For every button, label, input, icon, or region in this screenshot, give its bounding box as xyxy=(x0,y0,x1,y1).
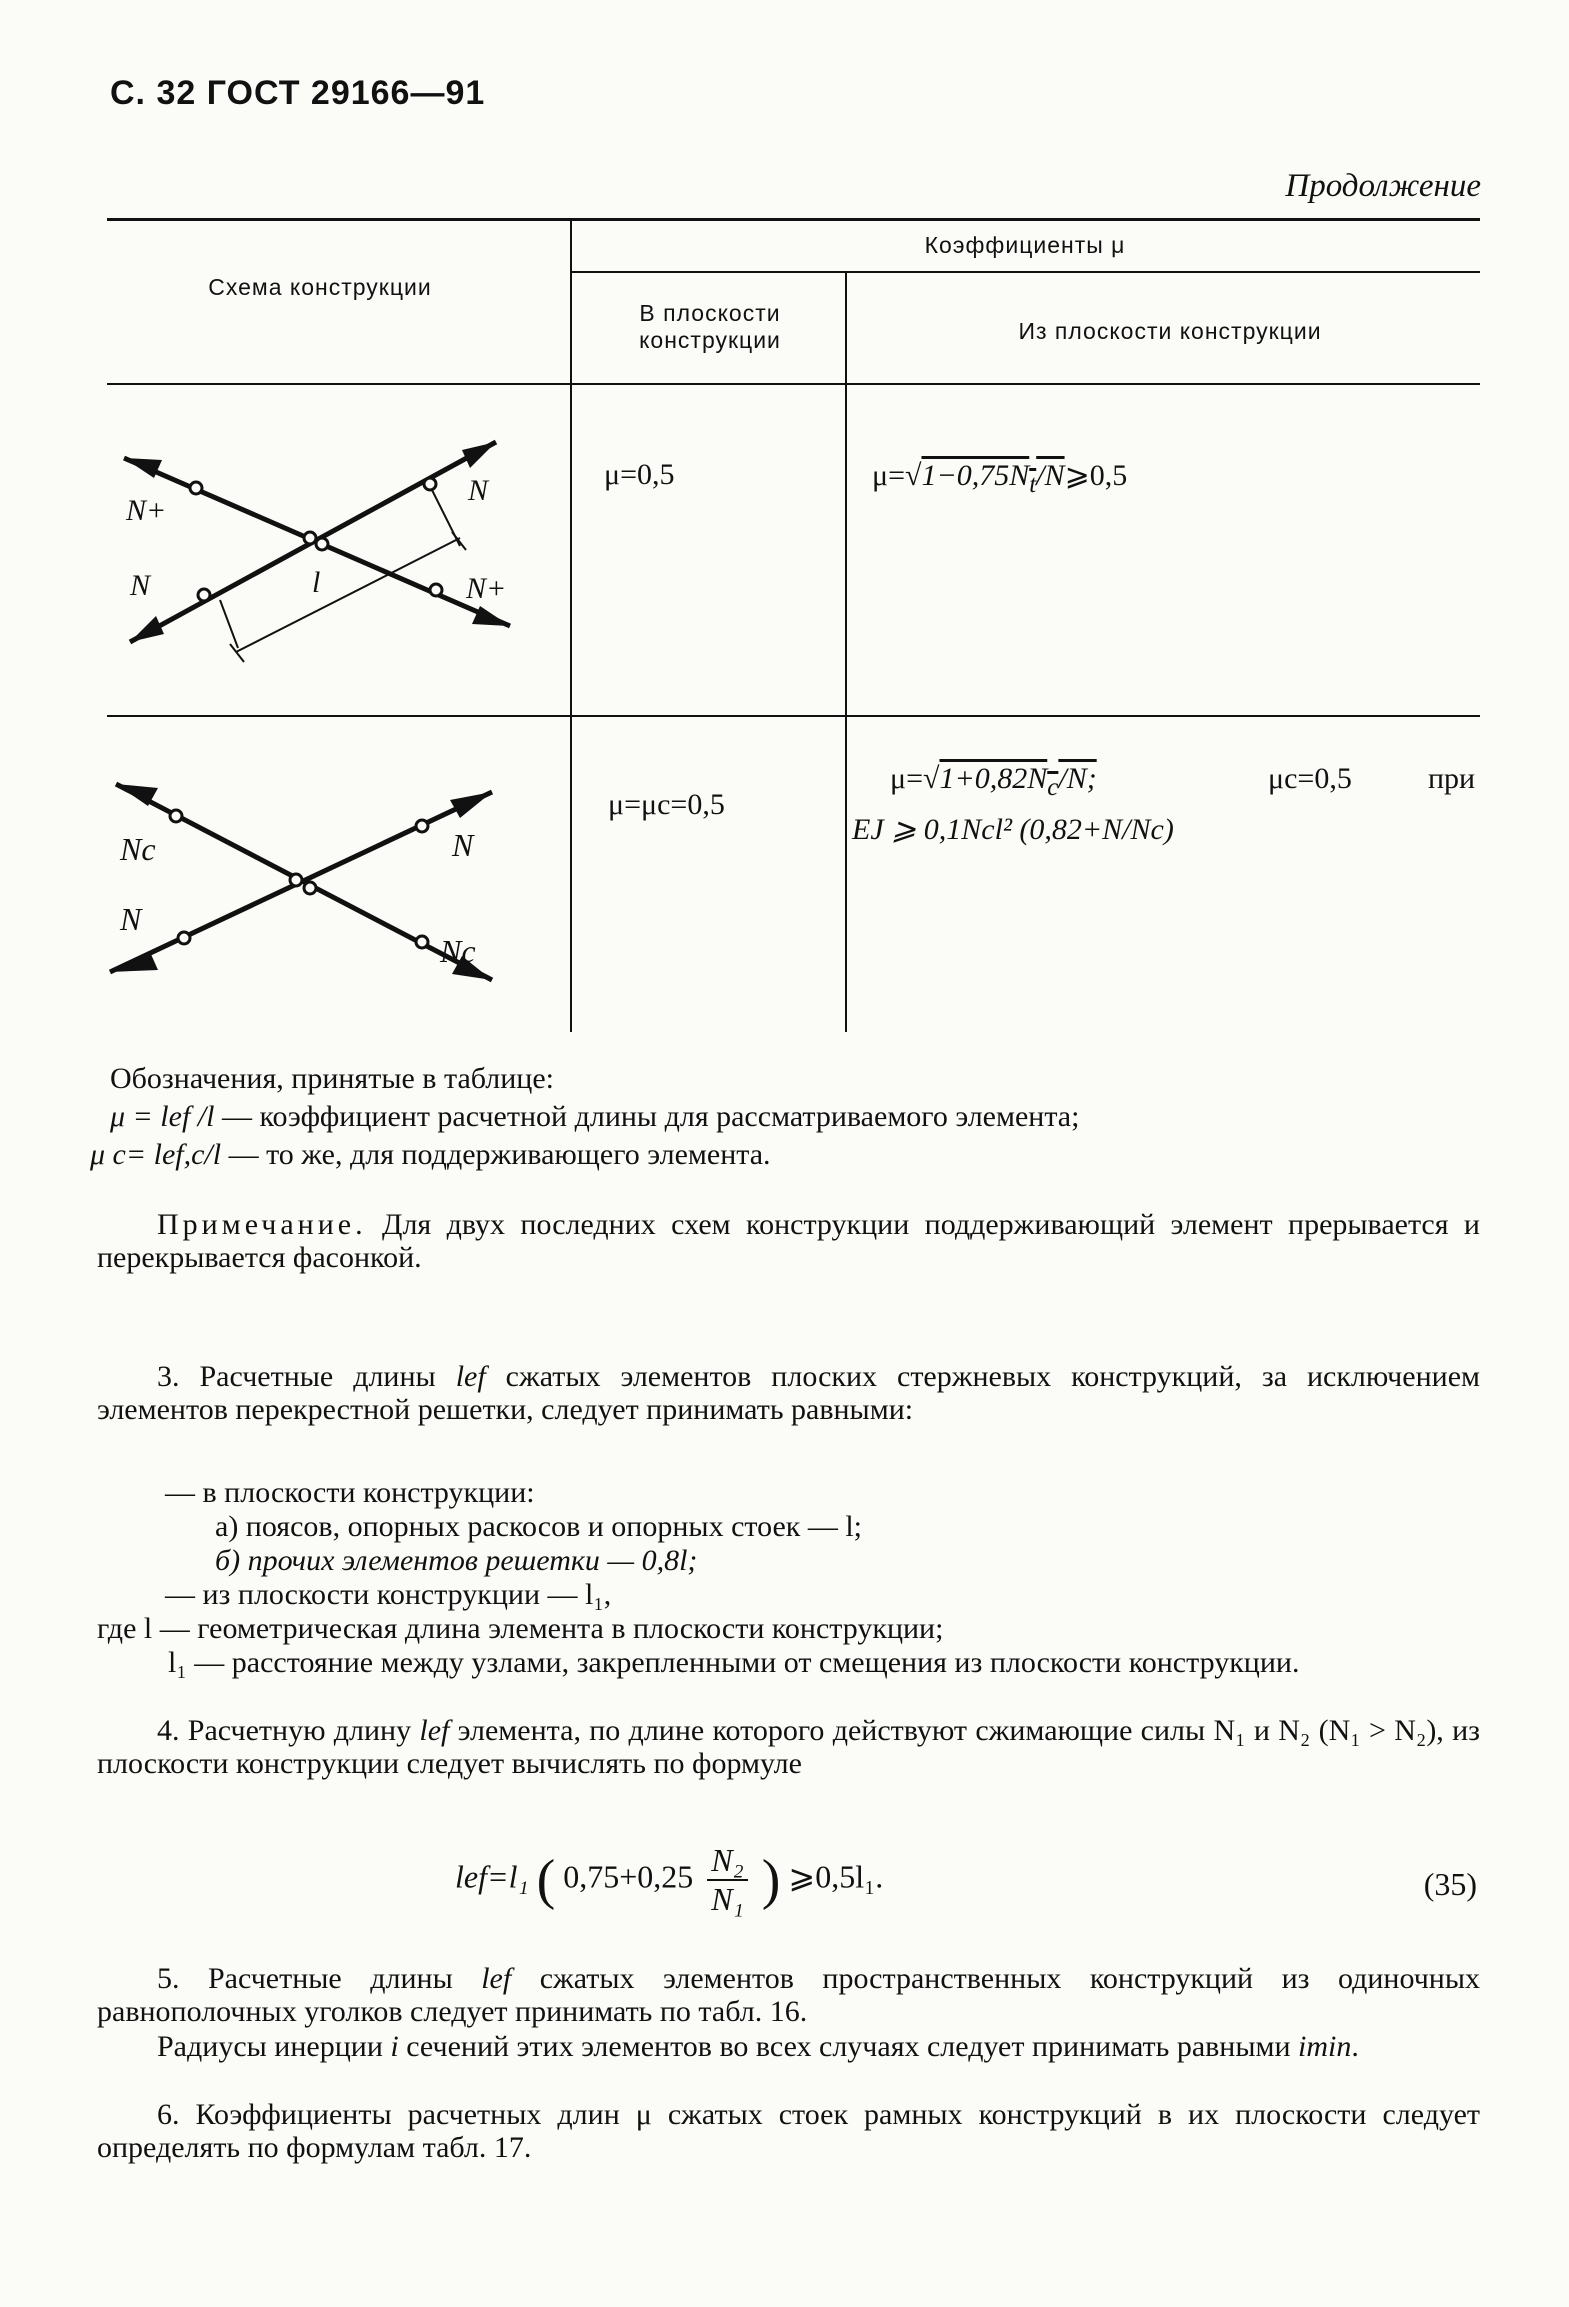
p5b-text-1: Радиусы инерции xyxy=(157,2030,391,2063)
paragraph-5 xyxy=(97,1962,1480,2028)
p5-text-b: сжатых элементов пространственных конструкций из одиночных равнополочных уголков следует принимать по табл. 16. xyxy=(97,1962,1480,2028)
row2-out-pri: при xyxy=(1428,762,1476,795)
row2-out-prefix: μ= xyxy=(890,762,924,795)
row1-out-radicand-sub: t xyxy=(1029,471,1037,498)
formula-35: lef=l₁ ( 0,75+0,25 $\frac{\text{N₂}}{\text{N₁}}$ ) ⩾0,5l₁. xyxy=(455,1842,884,1917)
p5b-symbol-i: i xyxy=(390,2030,399,2063)
paragraph-4 xyxy=(97,1714,1480,1780)
diagram2-label-tr: N xyxy=(452,827,474,863)
col-header-in-plane: В плоскости конструкции xyxy=(639,300,781,353)
remark xyxy=(97,1208,1480,1274)
diagram2-label-tl: Nc xyxy=(120,831,156,867)
list-item-6: l₁ — расстояние между узлами, закрепленными от смещения из плоскости конструкции. xyxy=(168,1646,1300,1679)
continuation-label: Продолжение xyxy=(1285,168,1481,204)
equation-number: (35) xyxy=(1423,1866,1477,1902)
p3-symbol: lef xyxy=(455,1360,486,1393)
p5-text-a: 5. Расчетные длины xyxy=(157,1962,482,1995)
col-header-coeffs: Коэффициенты μ xyxy=(924,232,1126,258)
row1-out-radicand-tail: /N xyxy=(1036,459,1065,492)
formula-right: ⩾0,5l₁. xyxy=(788,1858,884,1895)
row2-out-radicand-sub: c xyxy=(1047,774,1059,801)
notes-line-2 xyxy=(90,1136,1490,1174)
row2-out-radicand: 1+0,82N xyxy=(939,762,1048,795)
formula-left: lef=l₁ xyxy=(455,1858,529,1895)
p3-text-b: сжатых элементов плоских стержневых конструкций, за исключением элементов перекрестной решетки, следует принимать равными: xyxy=(97,1360,1480,1426)
notes-line-2-text: — то же, для поддерживающего элемента. xyxy=(221,1138,771,1171)
p5b-text-2: сечений этих элементов во всех случаях следует принимать равными xyxy=(398,2030,1299,2063)
row2-out-radicand-tail: /N; xyxy=(1058,762,1097,795)
row2-out-mid: μc=0,5 xyxy=(1268,762,1352,795)
paragraph-5b xyxy=(97,2030,1480,2063)
table-col-rule-1 xyxy=(570,220,572,1032)
notes-line-1-text: — коэффициент расчетной длины для рассматриваемого элемента; xyxy=(214,1100,1080,1133)
p4-text-b: элемента, по длине которого действуют сжимающие силы N₁ и N₂ (N₁ > N₂), из плоскости конструкции следует вычислять по формуле xyxy=(97,1714,1480,1780)
diagram2-label-bl: N xyxy=(120,901,142,937)
diagram-row-1 xyxy=(100,420,540,690)
col-header-out-plane: Из плоскости конструкции xyxy=(1018,318,1322,344)
formula-fraction xyxy=(707,1842,747,1918)
list-item-3: б) прочих элементов решетки — 0,8l; xyxy=(215,1544,698,1577)
table-header-rule xyxy=(107,383,1480,385)
notes-title: Обозначения, принятые в таблице: xyxy=(110,1062,555,1095)
notes-line-1 xyxy=(110,1098,1490,1136)
formula-denominator: N₁ xyxy=(711,1881,744,1917)
row2-out-line2: EJ ⩾ 0,1Ncl² (0,82+N/Nc) xyxy=(852,813,1174,846)
table-coeff-rule xyxy=(572,271,1480,273)
p5b-symbol-imin: imin xyxy=(1298,2030,1352,2063)
col-header-scheme: Схема конструкции xyxy=(208,274,432,300)
diagram1-label-tl: N+ xyxy=(126,494,167,527)
list-item-4: — из плоскости конструкции — l₁, xyxy=(165,1578,612,1611)
formula-numerator: N₂ xyxy=(707,1842,747,1881)
diagram1-label-bl: N xyxy=(130,569,151,602)
paragraph-3 xyxy=(97,1360,1480,1426)
notes-line-1-symbol: μ = lef /l xyxy=(110,1100,215,1133)
page-header: С. 32 ГОСТ 29166—91 xyxy=(110,74,486,112)
diagram-row-2 xyxy=(100,760,540,1020)
row1-out-prefix: μ= xyxy=(872,459,906,492)
paragraph-6: 6. Коэффициенты расчетных длин μ сжатых стоек рамных конструкций в их плоскости следует определять по формулам табл. 17. xyxy=(97,2098,1480,2164)
row1-out-suffix: ⩾0,5 xyxy=(1064,459,1128,492)
diagram1-label-br: N+ xyxy=(466,572,507,605)
p5b-text-3: . xyxy=(1351,2030,1359,2063)
p5-symbol: lef xyxy=(481,1962,512,1995)
list-item-2: а) поясов, опорных раскосов и опорных стоек — l; xyxy=(215,1510,863,1543)
row1-out-plane: $\mu=√1-0,75N_t/N⩾0,5$ xyxy=(872,459,1128,498)
formula-inner: 0,75+0,25 xyxy=(563,1858,694,1895)
notes-line-2-symbol: μ c= lef,c/l xyxy=(90,1138,222,1171)
diagram2-label-br: Nc xyxy=(440,933,476,969)
row2-out-plane: $\mu=√1+0,82N_c/N$; xyxy=(890,762,1097,801)
table-top-rule xyxy=(107,218,1480,221)
p4-text-a: 4. Расчетную длину xyxy=(157,1714,420,1747)
list-item-1: — в плоскости конструкции: xyxy=(165,1476,535,1509)
row1-out-radicand: 1−0,75N xyxy=(921,459,1030,492)
table-col-rule-2 xyxy=(845,272,847,1032)
row2-in-plane: μ=μc=0,5 xyxy=(608,788,725,821)
list-item-5: где l — геометрическая длина элемента в плоскости конструкции; xyxy=(97,1612,944,1645)
diagram1-label-mid: l xyxy=(312,566,321,599)
diagram1-label-tr: N xyxy=(468,474,489,507)
p3-text-a: 3. Расчетные длины xyxy=(157,1360,456,1393)
table-row-rule xyxy=(107,715,1480,717)
table-notes xyxy=(90,1060,1490,1174)
p4-symbol: lef xyxy=(419,1714,450,1747)
row1-in-plane: μ=0,5 xyxy=(604,458,675,491)
remark-label: Примечание. xyxy=(157,1208,367,1241)
remark-text: Для двух последних схем конструкции поддерживающий элемент прерывается и перекрывается фасонкой. xyxy=(97,1208,1480,1274)
